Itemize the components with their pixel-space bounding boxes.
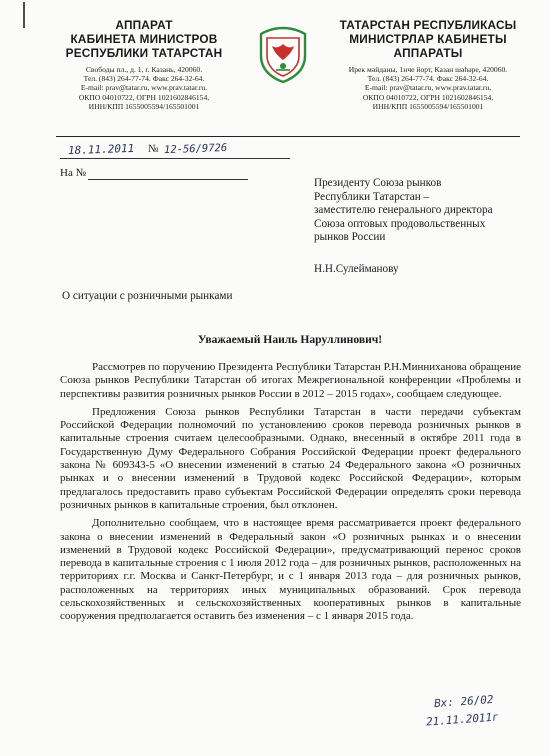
emblem-icon: [258, 26, 308, 84]
pen-mark: [22, 2, 26, 28]
in-reply-to: [60, 167, 250, 181]
addressee-line: Союза оптовых продовольственных: [314, 217, 486, 230]
addressee-line: заместителю генерального директора: [314, 204, 493, 217]
number-sign: №: [148, 143, 159, 155]
in-reply-to-underline: [88, 179, 248, 180]
incoming-registration-stamp: [425, 692, 530, 755]
header-left: [54, 18, 234, 111]
in-reply-to-label: На №: [60, 167, 87, 179]
addressee-line: Республики Татарстан –: [314, 190, 430, 203]
salutation: Уважаемый Наиль Наруллинович!: [197, 333, 383, 346]
body-paragraph: Предложения Союза рынков Республики Татарстан в части передачи субъектам Российской Федерации полномочий по установлению сроков перевода розничных рынков в капитальные строения считаем целесообразными. Однако, внесенный в октябре 2011 года в Государственную Думу Федерального Собрания Российской Федерации проект федерального закона № 609343-5 «О внесении изменений в статью 24 Федерального закона «О розничных рынках и о внесении изменений в Трудовой кодекс Российской Федерации», которым предлагалось предоставить право субъектам Российской Федерации определять сроки перевода розничных рынков в капитальные строения, был отклонен.: [60, 405, 521, 511]
handwritten-date: 18.11.2011: [67, 141, 135, 158]
body-paragraph: Дополнительно сообщаем, что в настоящее время рассматривается проект федерального закона о внесении изменений в Федеральный закон «О розничных рынках и о внесении изменений в Трудовой кодекс Российской Федерации», предусматривающий перенос сроков перевода в капитальные строения с 1 июля 2012 года – для розничных рынков, расположенных на территориях г.г. Москва и Санкт-Петербург, и с 1 января 2013 года – для розничных рынков, расположенных на территориях иных муниципальных образований. Срок перевода сельскохозяйственных и сельскохозяйственных кооперативных рынков в капитальные сооружения предполагается оставить без изменения – с 1 января 2015 года.: [60, 517, 521, 623]
addressee-line: рынков России: [314, 231, 386, 244]
header-right-contacts: Ирек мәйданы, 1нче йорт, Казан шәһәре, 420060. Тел. (843) 264-77-74. Факс 264-32-64. E-mail: prav@tatar.ru, www.prav.tatar.ru, ОКПО 04010722, ОГРН 1021602846154, ИНН/КПП 1655005594/165501001: [348, 65, 508, 111]
handwritten-reg-number: 12-56/9726: [163, 141, 228, 157]
header-divider: [56, 136, 520, 137]
header-left-contacts: Свободы пл., д. 1, г. Казань, 420060. Тел. (843) 264-77-74. Факс 264-32-64. E-mail: prav@tatar.ru, www.prav.tatar.ru. ОКПО 04010722, ОГРН 1021602846154, ИНН/КПП 1655005594/165501001: [78, 65, 210, 111]
incoming-date: 21.11.2011г: [425, 710, 500, 729]
addressee-line: Президенту Союза рынков: [314, 177, 442, 189]
header-left-title: АППАРАТ КАБИНЕТА МИНИСТРОВ РЕСПУБЛИКИ ТАТАРСТАН: [65, 18, 223, 60]
header-right: [322, 18, 534, 111]
reference-underline: [60, 158, 290, 159]
addressee-name: Н.Н.Сулейманову: [314, 263, 399, 275]
addressee-block: [314, 177, 529, 245]
incoming-number: Вх: 26/02: [433, 692, 494, 711]
outgoing-reference: [60, 143, 290, 165]
header-right-title: ТАТАРСТАН РЕСПУБЛИКАСЫ МИНИСТРЛАР КАБИНЕТЫ АППАРАТЫ: [339, 18, 517, 60]
letter-subject: О ситуации с розничными рынками: [62, 290, 233, 302]
body-paragraph: Рассмотрев по поручению Президента Республики Татарстан Р.Н.Минниханова обращение Союза рынков Республики Татарстан об итогах Межрегиональной конференции «Проблемы и перспективы развития розничных рынков России в 2012 – 2015 годах», сообщаем следующее.: [60, 361, 521, 400]
letter-body: [60, 361, 521, 629]
